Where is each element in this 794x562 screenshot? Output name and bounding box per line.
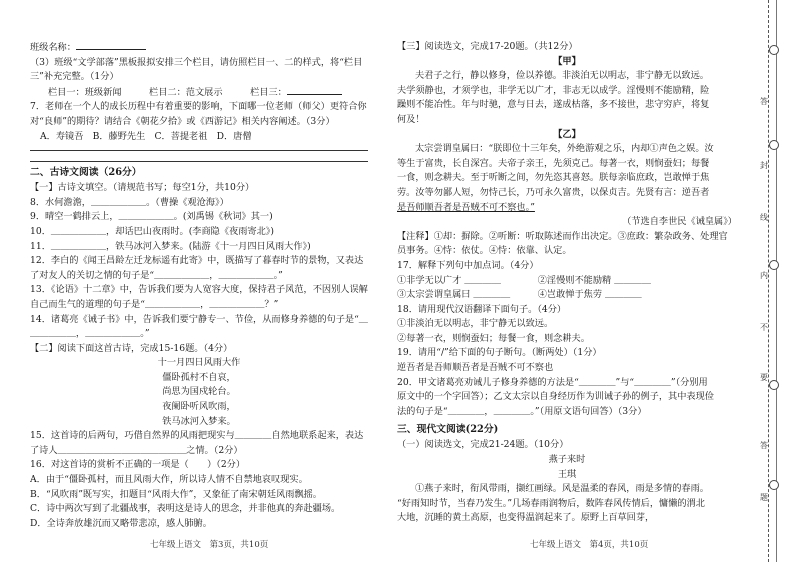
divider bbox=[30, 161, 368, 162]
fill-line: 10．＿＿＿＿＿＿，却话巴山夜雨时。(李商隐《夜雨寄北》) bbox=[30, 225, 274, 237]
binding-hole-icon bbox=[769, 260, 779, 270]
q20-line: 法的句子是“＿＿＿＿，＿＿＿＿。”（用原文语句回答）（3分） bbox=[397, 405, 647, 417]
q7-options: A．寿镜吾 B．藤野先生 C．菩提老祖 D．唐僧 bbox=[40, 130, 252, 142]
binding-dashed-line bbox=[768, 0, 769, 562]
right-footer: 七年级上语文 第4页，共10页 bbox=[530, 540, 649, 550]
binding-char: 封 bbox=[760, 161, 768, 170]
note-line: 【注释】①却：摒除。②听断：听取陈述而作出决定。③庶政：繁杂政务、处理官 bbox=[397, 230, 728, 242]
section2-title: 二、古诗文阅读（26分） bbox=[30, 167, 142, 179]
binding-char: 答 bbox=[760, 97, 768, 106]
poem-title: 十一月四日风雨大作 bbox=[157, 357, 241, 369]
q19: 19．请用“/”给下面的句子断句。（断两处）（1分） bbox=[397, 347, 602, 359]
yi-line: 是吾师顺吾者是吾贼不可不察也。” bbox=[397, 201, 535, 213]
binding-hole-icon bbox=[769, 45, 779, 55]
fill-line: 14．诸葛亮《诫子书》中，告诉我们要宁静专一、节俭，从而修身养德的句子是“＿＿＿＿＿＿，＿＿＿＿＿＿。” bbox=[30, 313, 368, 340]
yi-line: 等生于富贵，长自深宫。夫帝子亲王，先须克己。每著一衣，则悯蚕妇；每餐 bbox=[397, 157, 710, 169]
jia-line: 躁则不能冶性。年与时驰，意与日去，遂成枯落，多不接世，悲守穷庐，将复 bbox=[397, 99, 710, 111]
part2-title: 【二】阅读下面这首古诗，完成15-16题。（4分） bbox=[30, 342, 233, 354]
binding-hole-icon bbox=[769, 480, 779, 490]
binding-solid-line bbox=[776, 0, 777, 562]
binding-strip bbox=[756, 0, 794, 562]
left-footer: 七年级上语文 第3页，共10页 bbox=[150, 540, 269, 550]
poem-line: 铁马冰河入梦来。 bbox=[162, 415, 236, 427]
fill-line: 11．＿＿＿＿＿＿，铁马冰河入梦来。(陆游《十一月四日风雨大作》) bbox=[30, 240, 311, 252]
poem-line: 夜阑卧听风吹雨， bbox=[162, 401, 236, 413]
q16-option: C．诗中两次写到了北疆战事，表明这是诗人的思念，并非他真的奔赴疆场。 bbox=[30, 503, 341, 515]
binding-char: 内 bbox=[760, 271, 768, 280]
q-line: （3）班级“文学部落”黑板报拟安排三个栏目，请仿照栏目一、二的样式，将“栏目三”补充完整。（1分） bbox=[30, 56, 363, 83]
q20-line: 20．甲文诸葛亮劝诫儿子修身养德的方法是“＿＿＿＿”与“＿＿＿＿”（分别用 bbox=[397, 376, 708, 388]
essay-title: 燕子来时 bbox=[548, 454, 586, 466]
binding-char: 不 bbox=[760, 323, 768, 332]
poem-line: 僵卧孤村不自哀， bbox=[162, 371, 236, 383]
left-page bbox=[0, 0, 380, 562]
q17: 17．解释下列句中加点词。（4分） bbox=[397, 259, 539, 271]
q16-option: A．由于“僵卧孤村，而且风雨大作，所以诗人情不自禁地哀叹现实。 bbox=[30, 474, 308, 486]
q16-option: B．“风吹雨”既写实，扣题目“风雨大作”，又象征了南宋朝廷风雨飘摇。 bbox=[30, 488, 322, 500]
jia-line: 夫学须静也，才须学也，非学无以广才，非志无以成学。淫慢则不能励精，险 bbox=[397, 84, 710, 96]
q15: 15．这首诗的后两句，巧借自然界的风雨把现实与＿＿＿＿自然地联系起来，表达了诗人＿＿＿＿＿＿＿＿＿＿＿＿＿＿之情。（2分） bbox=[30, 430, 364, 456]
q17-item: ①非学无以广才 ＿＿＿＿ ②淫慢则不能励精 ＿＿＿＿ bbox=[397, 274, 651, 286]
divider bbox=[30, 150, 368, 151]
binding-hole-icon bbox=[769, 140, 779, 150]
q16-option: D．全诗奔放雄沉而又略带悲凉，感人肺腑。 bbox=[30, 517, 212, 529]
yi-line: 一食，则念耕夫。至于听断之间，勿先恣其喜怒。朕每亲临庶政，岂敢惮于焦 bbox=[397, 172, 710, 184]
binding-char: 要 bbox=[760, 373, 768, 382]
part3-title: 【三】阅读选文，完成17-20题。（共12分） bbox=[397, 41, 578, 52]
yi-line: 太宗尝谓皇属曰：“朕即位十三年矣，外绝游观之乐，内却①声色之娱。汝 bbox=[415, 143, 714, 155]
fill-line: 13．《论语》十二章》中，告诉我们要为人宽容大度，保持君子风范，不因别人误解自己而生气的道理的句子是“＿＿＿＿＿＿，＿＿＿＿＿＿？” bbox=[30, 284, 368, 310]
column-line: 栏目一：班级新闻 栏目二：范文展示 栏目三： bbox=[30, 85, 368, 101]
binding-char: 线 bbox=[760, 213, 768, 222]
q18-item: ②每著一衣，则悯蚕妇；每餐一食，则念耕夫。 bbox=[397, 332, 590, 344]
jia-line: 何及！ bbox=[397, 113, 425, 125]
part1-title: 【一】古诗文填空。（请规范书写；每空1分，共10分） bbox=[30, 182, 255, 194]
jia-line: 夫君子之行，静以修身，俭以养德。非淡泊无以明志，非宁静无以致远。 bbox=[415, 70, 709, 82]
yi-line: 劳。汝等勿鄙人短，勿恃己长，乃可永久富贵，以保贞吉。先贤有言：逆吾者 bbox=[397, 186, 710, 198]
fill-line: 8．水何澹澹，＿＿＿＿＿＿。（曹操《观沧海》） bbox=[30, 196, 229, 208]
fill-line: 9．晴空一鹤排云上，＿＿＿＿＿＿。(刘禹锡《秋词》其一) bbox=[30, 211, 273, 223]
fill-line: 12．李白的《闻王昌龄左迁龙标遥有此寄》中，既描写了暮春时节的景物，又表达了对友人的关切之情的句子是“＿＿＿＿＿＿，＿＿＿＿＿＿。” bbox=[30, 255, 364, 281]
section3-title: 三、现代文阅读(22分) bbox=[397, 424, 499, 436]
q17-item: ③太宗尝谓皇属曰 ＿＿＿＿ ④岂敢惮于焦劳 ＿＿＿＿ bbox=[397, 289, 642, 301]
binding-char: 答 bbox=[760, 441, 768, 450]
poem-line: 尚思为国戍轮台。 bbox=[162, 386, 236, 398]
essay-line: ①燕子来时，衔风带雨，撷红画绿。风是温柔的春风，雨是多情的春雨。 bbox=[415, 483, 709, 495]
yi-heading: 【乙】 bbox=[553, 128, 581, 140]
class-name-line: 班级名称： bbox=[30, 40, 368, 56]
q16: 16．对这首诗的赏析不正确的一项是（ ）（2分） bbox=[30, 459, 246, 471]
binding-hole-icon bbox=[769, 380, 779, 390]
essay-author: 王琪 bbox=[557, 468, 577, 480]
note-line: 员事务。④恃：依仗。④恃：依靠、认定。 bbox=[397, 245, 572, 257]
q20-line: 原文中的一个字回答）；乙文太宗以自身经历作为训诫子孙的例子，其中表现俭 bbox=[397, 391, 714, 403]
essay-line: “好雨知时节，当春乃发生。”几场春雨润物后，数阵春风传情后，慵懒的渭北 bbox=[397, 497, 705, 509]
q18-item: ①非淡泊无以明志，非宁静无以致远。 bbox=[397, 318, 554, 330]
jia-heading: 【甲】 bbox=[553, 55, 581, 67]
q7: 7．老师在一个人的成长历程中有着重要的影响，下面哪一位老师（师父）更符合你对“良师”的期待？请结合《朝花夕拾》或《西游记》相关内容阐述。（3分） bbox=[30, 101, 367, 127]
yi-source: （节选自李世民《诫皇属》） bbox=[622, 216, 737, 228]
section3-sub: （一）阅读选文，完成21-24题。（10分） bbox=[397, 439, 569, 451]
q18: 18．请用现代汉语翻译下面句子。（4分） bbox=[397, 303, 567, 315]
q19-text: 逆吾者是吾师顺吾者是吾贼不可不察也 bbox=[397, 362, 554, 374]
right-page bbox=[385, 0, 745, 562]
binding-char: 题 bbox=[760, 493, 768, 502]
essay-line: 大地，沉睡的黄土高原，也变得温润起来了。原野上百草回芽， bbox=[397, 512, 655, 524]
